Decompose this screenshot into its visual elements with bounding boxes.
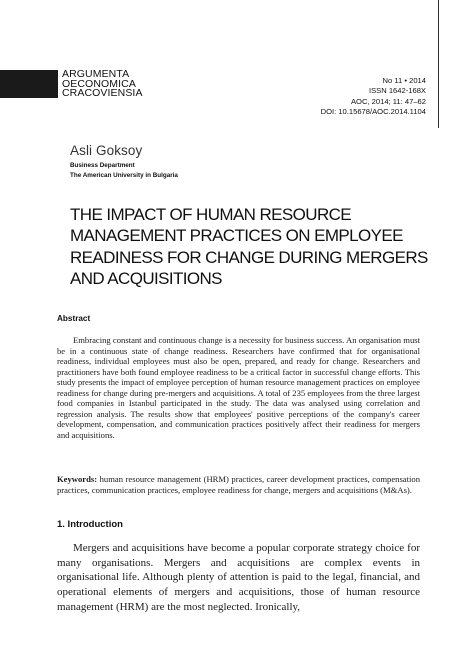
article-metadata: [321, 76, 426, 117]
introduction-body: [57, 541, 420, 615]
abstract-body: [57, 335, 420, 440]
keywords: [57, 474, 420, 495]
citation: AOC, 2014; 11: 47–62: [350, 96, 426, 106]
author-name: Asli Goksoy: [70, 143, 143, 158]
department: Business Department: [70, 162, 135, 169]
abstract-heading: Abstract: [57, 314, 91, 323]
title-line: MANAGEMENT PRACTICES ON EMPLOYEE: [70, 226, 403, 246]
issn: ISSN 1642-168X: [369, 86, 426, 96]
article-title: [70, 204, 430, 290]
journal-name-line: ARGUMENTA: [62, 68, 130, 80]
keywords-text: human resource management (HRM) practices, career development practices, compensation practices, communication practices, employee readiness for change, mergers and acquisitions (M&As).: [57, 474, 420, 495]
doi: DOI: 10.15678/AOC.2014.1104: [320, 106, 426, 116]
title-line: READINESS FOR CHANGE DURING MERGERS: [70, 247, 428, 267]
issue-number: No 11 • 2014: [382, 76, 426, 85]
abstract-text: Embracing constant and continuous change is a necessity for business success. An organisation must be in a continuous state of change readiness. Researchers have confirmed that for organisational readiness, individual employees must also be open, prepared, and ready for change. Researchers and practitioners have both found employee readiness to be a critical factor in successful change efforts. This study presents the impact of employee perception of human resource management practices on employee readiness for change during pre-mergers and acquisitions. A total of 235 employees from the three largest food companies in Istanbul participated in the study. The data was analysed using correlation and regression analysis. The results show that employees' positive perceptions of the company's career development, compensation, and communication practices positively affect their readiness for mergers and acquisitions.: [57, 335, 420, 440]
introduction-text: Mergers and acquisitions have become a popular corporate strategy choice for many organisations. Mergers and acquisitions are complex events in organisational life. Although plenty of attention is paid to the legal, financial, and operational elements of mergers and acquisitions, those of human resource management (HRM) are the most neglected. Ironically,: [57, 542, 420, 613]
journal-name: [62, 70, 143, 99]
keywords-label: Keywords:: [57, 474, 98, 484]
introduction-heading: 1. Introduction: [57, 519, 123, 530]
title-line: THE IMPACT OF HUMAN RESOURCE: [70, 205, 352, 224]
header-vertical-rule: [438, 0, 439, 128]
journal-marker-bar: [0, 70, 58, 98]
journal-name-line: OECONOMICA: [62, 77, 136, 90]
institution: The American University in Bulgaria: [70, 172, 178, 180]
journal-name-line: CRACOVIENSIA: [62, 87, 143, 99]
title-line: AND ACQUISITIONS: [70, 269, 222, 289]
author-affiliation: [70, 161, 178, 181]
